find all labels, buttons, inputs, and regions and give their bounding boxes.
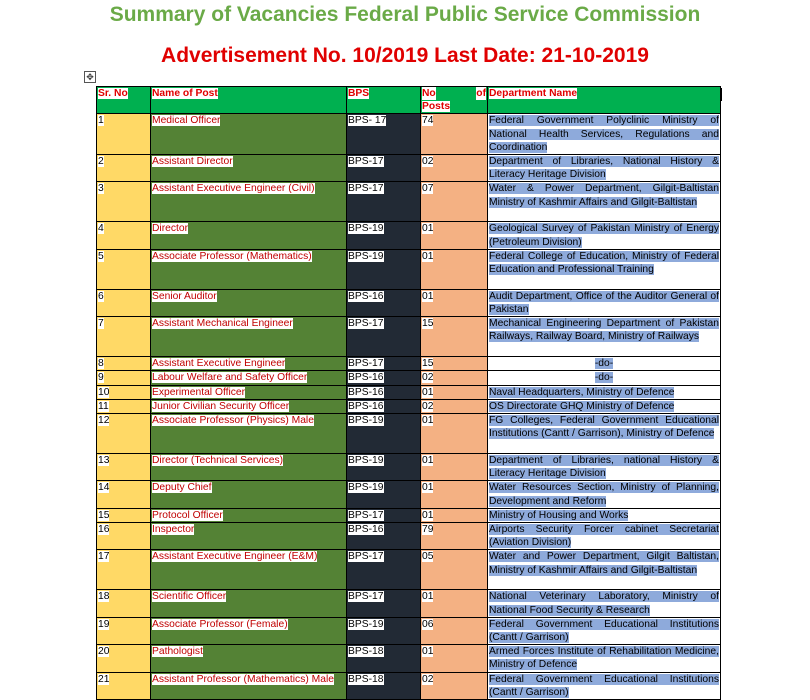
bps-cell[interactable] bbox=[347, 672, 421, 699]
post-name-cell[interactable] bbox=[151, 454, 347, 481]
posts-count-cell[interactable] bbox=[421, 481, 488, 508]
bps-cell-text: BPS-17 bbox=[348, 551, 384, 563]
sr-no-cell-text: 21 bbox=[98, 673, 110, 685]
bps-cell-text: BPS-17 bbox=[348, 183, 384, 195]
department-cell-text: Ministry of Housing and Works bbox=[489, 509, 629, 521]
post-name-cell[interactable] bbox=[151, 590, 347, 617]
bps-cell-text: BPS-18 bbox=[348, 673, 384, 685]
table-row bbox=[97, 289, 721, 316]
bps-cell[interactable] bbox=[347, 155, 421, 182]
sr-no-cell-text: 3 bbox=[98, 183, 104, 195]
post-name-cell-text: Assistant Executive Engineer bbox=[152, 358, 286, 370]
bps-cell[interactable] bbox=[347, 454, 421, 481]
sr-no-cell-text: 12 bbox=[98, 415, 110, 427]
header-sr-no[interactable]: Sr. No bbox=[97, 87, 151, 114]
header-no-of-posts[interactable]: No of Posts bbox=[422, 88, 486, 113]
bps-cell[interactable] bbox=[347, 617, 421, 644]
posts-count-cell[interactable] bbox=[421, 182, 488, 222]
posts-count-cell[interactable] bbox=[421, 645, 488, 672]
sr-no-cell-text: 17 bbox=[98, 551, 110, 563]
posts-count-cell-text: 01 bbox=[422, 646, 434, 658]
bps-cell-text: BPS-19 bbox=[348, 223, 384, 235]
bps-cell-text: BPS-19 bbox=[348, 482, 384, 494]
sr-no-cell-text: 16 bbox=[98, 524, 110, 536]
department-cell-text: Federal College of Education, Ministry of Federal Education and Professional Training bbox=[489, 250, 719, 276]
bps-cell-text: BPS- 17 bbox=[348, 115, 387, 127]
post-name-cell[interactable] bbox=[151, 155, 347, 182]
posts-count-cell-text: 01 bbox=[422, 455, 434, 467]
table-row bbox=[97, 645, 721, 672]
department-cell-text: FG Colleges, Federal Government Educational Institutions (Cantt / Garrison), Ministry of Defence bbox=[489, 415, 719, 440]
sr-no-cell[interactable] bbox=[97, 317, 151, 357]
table-row bbox=[97, 371, 721, 385]
department-cell[interactable] bbox=[488, 508, 721, 522]
posts-count-cell-text: 01 bbox=[422, 386, 434, 398]
sr-no-cell-text: 14 bbox=[98, 482, 110, 494]
post-name-cell-text: Protocol Officer bbox=[152, 509, 223, 521]
department-cell[interactable] bbox=[488, 222, 721, 249]
bps-cell-text: BPS-17 bbox=[348, 509, 384, 521]
post-name-cell-text: Scientific Officer bbox=[152, 591, 227, 603]
department-cell[interactable] bbox=[488, 249, 721, 289]
department-cell[interactable] bbox=[488, 399, 721, 413]
post-name-cell-text: Associate Professor (Physics) Male bbox=[152, 415, 314, 427]
department-cell-text: Water & Power Department, Gilgit-Baltistan Ministry of Kashmir Affairs and Gilgit-Baltistan bbox=[489, 183, 719, 208]
posts-count-cell[interactable] bbox=[421, 249, 488, 289]
bps-cell-text: BPS-18 bbox=[348, 646, 384, 658]
sr-no-cell[interactable] bbox=[97, 222, 151, 249]
department-cell-text: Audit Department, Office of the Auditor General of Pakistan bbox=[489, 290, 719, 316]
sr-no-cell-text: 1 bbox=[98, 115, 104, 127]
department-cell[interactable] bbox=[488, 672, 721, 699]
bps-cell[interactable] bbox=[347, 508, 421, 522]
bps-cell[interactable] bbox=[347, 414, 421, 454]
post-name-cell-text: Assistant Mechanical Engineer bbox=[152, 318, 293, 330]
bps-cell[interactable] bbox=[347, 249, 421, 289]
department-cell-text: Federal Government Polyclinic Ministry of National Health Services, Regulations and Coordination bbox=[489, 115, 719, 153]
posts-count-cell[interactable] bbox=[421, 222, 488, 249]
department-cell[interactable] bbox=[488, 590, 721, 617]
table-row bbox=[97, 454, 721, 481]
department-cell-text: Naval Headquarters, Ministry of Defence bbox=[489, 386, 675, 398]
bps-cell[interactable] bbox=[347, 182, 421, 222]
post-name-cell-text: Assistant Director bbox=[152, 156, 233, 168]
post-name-cell-text: Deputy Chief bbox=[152, 482, 212, 494]
post-name-cell-text: Associate Professor (Mathematics) bbox=[152, 250, 312, 262]
department-cell[interactable] bbox=[488, 481, 721, 508]
table-row bbox=[97, 317, 721, 357]
department-cell-text: National Veterinary Laboratory, Ministry of National Food Security & Research bbox=[489, 591, 719, 616]
posts-count-cell[interactable] bbox=[421, 414, 488, 454]
post-name-cell[interactable] bbox=[151, 222, 347, 249]
bps-cell-text: BPS-19 bbox=[348, 455, 384, 467]
table-row bbox=[97, 481, 721, 508]
department-cell[interactable] bbox=[488, 414, 721, 454]
department-cell-text: Department of Libraries, National History & Literacy Heritage Division bbox=[489, 156, 719, 181]
post-name-cell[interactable] bbox=[151, 414, 347, 454]
sr-no-cell[interactable] bbox=[97, 357, 151, 371]
sr-no-cell[interactable] bbox=[97, 414, 151, 454]
posts-count-cell[interactable] bbox=[421, 155, 488, 182]
bps-cell-text: BPS-17 bbox=[348, 318, 384, 330]
table-row bbox=[97, 590, 721, 617]
posts-count-cell[interactable] bbox=[421, 289, 488, 316]
posts-count-cell-text: 79 bbox=[422, 524, 434, 536]
bps-cell-text: BPS-17 bbox=[348, 358, 384, 370]
department-cell[interactable] bbox=[488, 317, 721, 357]
department-cell[interactable] bbox=[488, 617, 721, 644]
sr-no-cell[interactable] bbox=[97, 523, 151, 550]
post-name-cell-text: Senior Auditor bbox=[152, 290, 217, 302]
department-cell-text: Federal Government Educational Institutions (Cantt / Garrison) bbox=[489, 673, 719, 698]
bps-cell[interactable] bbox=[347, 481, 421, 508]
bps-cell[interactable] bbox=[347, 645, 421, 672]
header-name-of-post[interactable]: Name of Post bbox=[151, 87, 347, 114]
post-name-cell-text: Junior Civilian Security Officer bbox=[152, 400, 290, 412]
sr-no-cell-text: 18 bbox=[98, 591, 110, 603]
table-row bbox=[97, 114, 721, 155]
bps-cell[interactable] bbox=[347, 371, 421, 385]
post-name-cell[interactable] bbox=[151, 289, 347, 316]
sr-no-cell-text: 8 bbox=[98, 358, 104, 370]
bps-cell-text: BPS-19 bbox=[348, 250, 384, 262]
bps-cell[interactable] bbox=[347, 399, 421, 413]
posts-count-cell-text: 05 bbox=[422, 551, 434, 563]
posts-count-cell[interactable] bbox=[421, 317, 488, 357]
posts-count-cell[interactable] bbox=[421, 371, 488, 385]
sr-no-cell[interactable] bbox=[97, 385, 151, 399]
posts-count-cell-text: 15 bbox=[422, 318, 434, 330]
posts-count-cell-text: 02 bbox=[422, 400, 434, 412]
department-cell-text: -do- bbox=[594, 372, 614, 384]
vacancies-table bbox=[96, 86, 721, 700]
sr-no-cell-text: 7 bbox=[98, 318, 104, 330]
posts-count-cell[interactable] bbox=[421, 590, 488, 617]
header-department-name[interactable]: Department Name bbox=[488, 87, 721, 114]
table-row bbox=[97, 155, 721, 182]
post-name-cell[interactable] bbox=[151, 550, 347, 590]
post-name-cell[interactable] bbox=[151, 399, 347, 413]
posts-count-cell[interactable] bbox=[421, 357, 488, 371]
post-name-cell-text: Assistant Professor (Mathematics) Male bbox=[152, 673, 334, 685]
sr-no-cell[interactable] bbox=[97, 550, 151, 590]
sr-no-cell[interactable] bbox=[97, 454, 151, 481]
sr-no-cell[interactable] bbox=[97, 114, 151, 155]
department-cell[interactable] bbox=[488, 182, 721, 222]
bps-cell[interactable] bbox=[347, 590, 421, 617]
department-cell[interactable] bbox=[488, 289, 721, 316]
post-name-cell-text: Inspector bbox=[152, 524, 195, 536]
post-name-cell[interactable] bbox=[151, 523, 347, 550]
bps-cell-text: BPS-16 bbox=[348, 290, 384, 302]
department-cell-text: Water and Power Department, Gilgit Baltistan, Ministry of Kashmir Affairs and Gilgit-Baltistan bbox=[489, 551, 719, 576]
department-cell[interactable] bbox=[488, 114, 721, 155]
table-row bbox=[97, 249, 721, 289]
bps-cell-text: BPS-17 bbox=[348, 591, 384, 603]
posts-count-cell-text: 07 bbox=[422, 183, 434, 195]
bps-cell-text: BPS-16 bbox=[348, 386, 384, 398]
table-row bbox=[97, 222, 721, 249]
bps-cell-text: BPS-19 bbox=[348, 618, 384, 630]
bps-cell-text: BPS-16 bbox=[348, 372, 384, 384]
sr-no-cell-text: 15 bbox=[98, 509, 110, 521]
bps-cell[interactable] bbox=[347, 385, 421, 399]
department-cell[interactable] bbox=[488, 371, 721, 385]
department-cell[interactable] bbox=[488, 645, 721, 672]
sr-no-cell-text: 20 bbox=[98, 646, 110, 658]
bps-cell[interactable] bbox=[347, 222, 421, 249]
posts-count-cell[interactable] bbox=[421, 523, 488, 550]
bps-cell-text: BPS-17 bbox=[348, 156, 384, 168]
posts-count-cell-text: 02 bbox=[422, 156, 434, 168]
sr-no-cell[interactable] bbox=[97, 508, 151, 522]
department-cell-text: Water Resources Section, Ministry of Planning, Development and Reform bbox=[489, 482, 719, 507]
posts-count-cell-text: 01 bbox=[422, 290, 434, 302]
department-cell[interactable] bbox=[488, 454, 721, 481]
posts-count-cell[interactable] bbox=[421, 672, 488, 699]
post-name-cell[interactable] bbox=[151, 249, 347, 289]
sr-no-cell[interactable] bbox=[97, 371, 151, 385]
post-name-cell-text: Medical Officer bbox=[152, 115, 221, 127]
sr-no-cell[interactable] bbox=[97, 182, 151, 222]
posts-count-cell-text: 01 bbox=[422, 509, 434, 521]
bps-cell[interactable] bbox=[347, 357, 421, 371]
document-title: Summary of Vacancies Federal Public Service Commission bbox=[109, 3, 701, 26]
department-cell-text: OS Directorate GHQ Ministry of Defence bbox=[489, 400, 675, 412]
table-row bbox=[97, 672, 721, 699]
table-row bbox=[97, 508, 721, 522]
posts-count-cell-text: 01 bbox=[422, 482, 434, 494]
table-row bbox=[97, 617, 721, 644]
bps-cell-text: BPS-19 bbox=[348, 415, 384, 427]
sr-no-cell[interactable] bbox=[97, 399, 151, 413]
sr-no-cell[interactable] bbox=[97, 645, 151, 672]
sr-no-cell-text: 6 bbox=[98, 290, 104, 302]
advertisement-subtitle: Advertisement No. 10/2019 Last Date: 21-10-2019 bbox=[161, 44, 649, 67]
posts-count-cell[interactable] bbox=[421, 385, 488, 399]
sr-no-cell-text: 2 bbox=[98, 156, 104, 168]
table-row bbox=[97, 399, 721, 413]
table-row bbox=[97, 385, 721, 399]
sr-no-cell[interactable] bbox=[97, 672, 151, 699]
table-move-handle-icon[interactable]: ✥ bbox=[84, 71, 96, 83]
sr-no-cell-text: 9 bbox=[98, 372, 104, 384]
department-cell-text: Mechanical Engineering Department of Pakistan Railways, Railway Board, Ministry of Railways bbox=[489, 318, 719, 343]
post-name-cell[interactable] bbox=[151, 371, 347, 385]
posts-count-cell[interactable] bbox=[421, 454, 488, 481]
post-name-cell-text: Assistant Executive Engineer (E&M) bbox=[152, 551, 318, 563]
posts-count-cell-text: 02 bbox=[422, 372, 434, 384]
department-cell[interactable] bbox=[488, 155, 721, 182]
sr-no-cell[interactable] bbox=[97, 481, 151, 508]
table-row bbox=[97, 182, 721, 222]
department-cell[interactable] bbox=[488, 523, 721, 550]
posts-count-cell[interactable] bbox=[421, 399, 488, 413]
posts-count-cell-text: 01 bbox=[422, 415, 434, 427]
bps-cell-text: BPS-16 bbox=[348, 400, 384, 412]
table-row bbox=[97, 357, 721, 371]
post-name-cell[interactable] bbox=[151, 672, 347, 699]
post-name-cell-text: Assistant Executive Engineer (Civil) bbox=[152, 183, 315, 195]
post-name-cell[interactable] bbox=[151, 114, 347, 155]
bps-cell[interactable] bbox=[347, 523, 421, 550]
post-name-cell[interactable] bbox=[151, 357, 347, 371]
table-header-row bbox=[97, 87, 721, 114]
table-row bbox=[97, 523, 721, 550]
posts-count-cell[interactable] bbox=[421, 550, 488, 590]
posts-count-cell-text: 06 bbox=[422, 618, 434, 630]
sr-no-cell[interactable] bbox=[97, 155, 151, 182]
post-name-cell[interactable] bbox=[151, 385, 347, 399]
sr-no-cell[interactable] bbox=[97, 590, 151, 617]
posts-count-cell[interactable] bbox=[421, 114, 488, 155]
department-cell-text: Department of Libraries, national History & Literacy Heritage Division bbox=[489, 455, 719, 480]
sr-no-cell-text: 5 bbox=[98, 250, 104, 262]
sr-no-cell[interactable] bbox=[97, 617, 151, 644]
post-name-cell[interactable] bbox=[151, 645, 347, 672]
posts-count-cell-text: 02 bbox=[422, 673, 434, 685]
posts-count-cell-text: 74 bbox=[422, 115, 434, 127]
post-name-cell[interactable] bbox=[151, 508, 347, 522]
posts-count-cell-text: 15 bbox=[422, 358, 434, 370]
sr-no-cell-text: 13 bbox=[98, 455, 110, 467]
bps-cell-text: BPS-16 bbox=[348, 524, 384, 536]
posts-count-cell-text: 01 bbox=[422, 250, 434, 262]
sr-no-cell[interactable] bbox=[97, 249, 151, 289]
department-cell-text: -do- bbox=[594, 358, 614, 370]
post-name-cell-text: Associate Professor (Female) bbox=[152, 618, 288, 630]
department-cell-text: Geological Survey of Pakistan Ministry of Energy (Petroleum Division) bbox=[489, 223, 719, 248]
sr-no-cell[interactable] bbox=[97, 289, 151, 316]
header-bps[interactable]: BPS bbox=[347, 87, 421, 114]
bps-cell[interactable] bbox=[347, 289, 421, 316]
bps-cell[interactable] bbox=[347, 114, 421, 155]
post-name-cell-text: Experimental Officer bbox=[152, 386, 246, 398]
posts-count-cell[interactable] bbox=[421, 617, 488, 644]
department-cell-text: Airports Security Forcer cabinet Secretariat (Aviation Division) bbox=[489, 524, 719, 549]
post-name-cell[interactable] bbox=[151, 481, 347, 508]
posts-count-cell[interactable] bbox=[421, 508, 488, 522]
post-name-cell-text: Director (Technical Services) bbox=[152, 455, 284, 467]
post-name-cell-text: Pathologist bbox=[152, 646, 203, 658]
post-name-cell-text: Labour Welfare and Safety Officer bbox=[152, 372, 308, 384]
text-cursor bbox=[721, 88, 722, 101]
post-name-cell[interactable] bbox=[151, 317, 347, 357]
post-name-cell[interactable] bbox=[151, 182, 347, 222]
sr-no-cell-text: 4 bbox=[98, 223, 104, 235]
posts-count-cell-text: 01 bbox=[422, 223, 434, 235]
table-row bbox=[97, 550, 721, 590]
department-cell[interactable] bbox=[488, 385, 721, 399]
department-cell-text: Federal Government Educational Institutions (Cantt / Garrison) bbox=[489, 618, 719, 644]
bps-cell[interactable] bbox=[347, 550, 421, 590]
sr-no-cell-text: 10 bbox=[98, 386, 110, 398]
department-cell[interactable] bbox=[488, 550, 721, 590]
department-cell-text: Armed Forces Institute of Rehabilitation Medicine, Ministry of Defence bbox=[489, 646, 719, 671]
bps-cell[interactable] bbox=[347, 317, 421, 357]
sr-no-cell-text: 11 bbox=[98, 400, 109, 412]
posts-count-cell-text: 01 bbox=[422, 591, 434, 603]
post-name-cell[interactable] bbox=[151, 617, 347, 644]
post-name-cell-text: Director bbox=[152, 223, 189, 235]
department-cell[interactable] bbox=[488, 357, 721, 371]
table-row bbox=[97, 414, 721, 454]
sr-no-cell-text: 19 bbox=[98, 618, 110, 630]
